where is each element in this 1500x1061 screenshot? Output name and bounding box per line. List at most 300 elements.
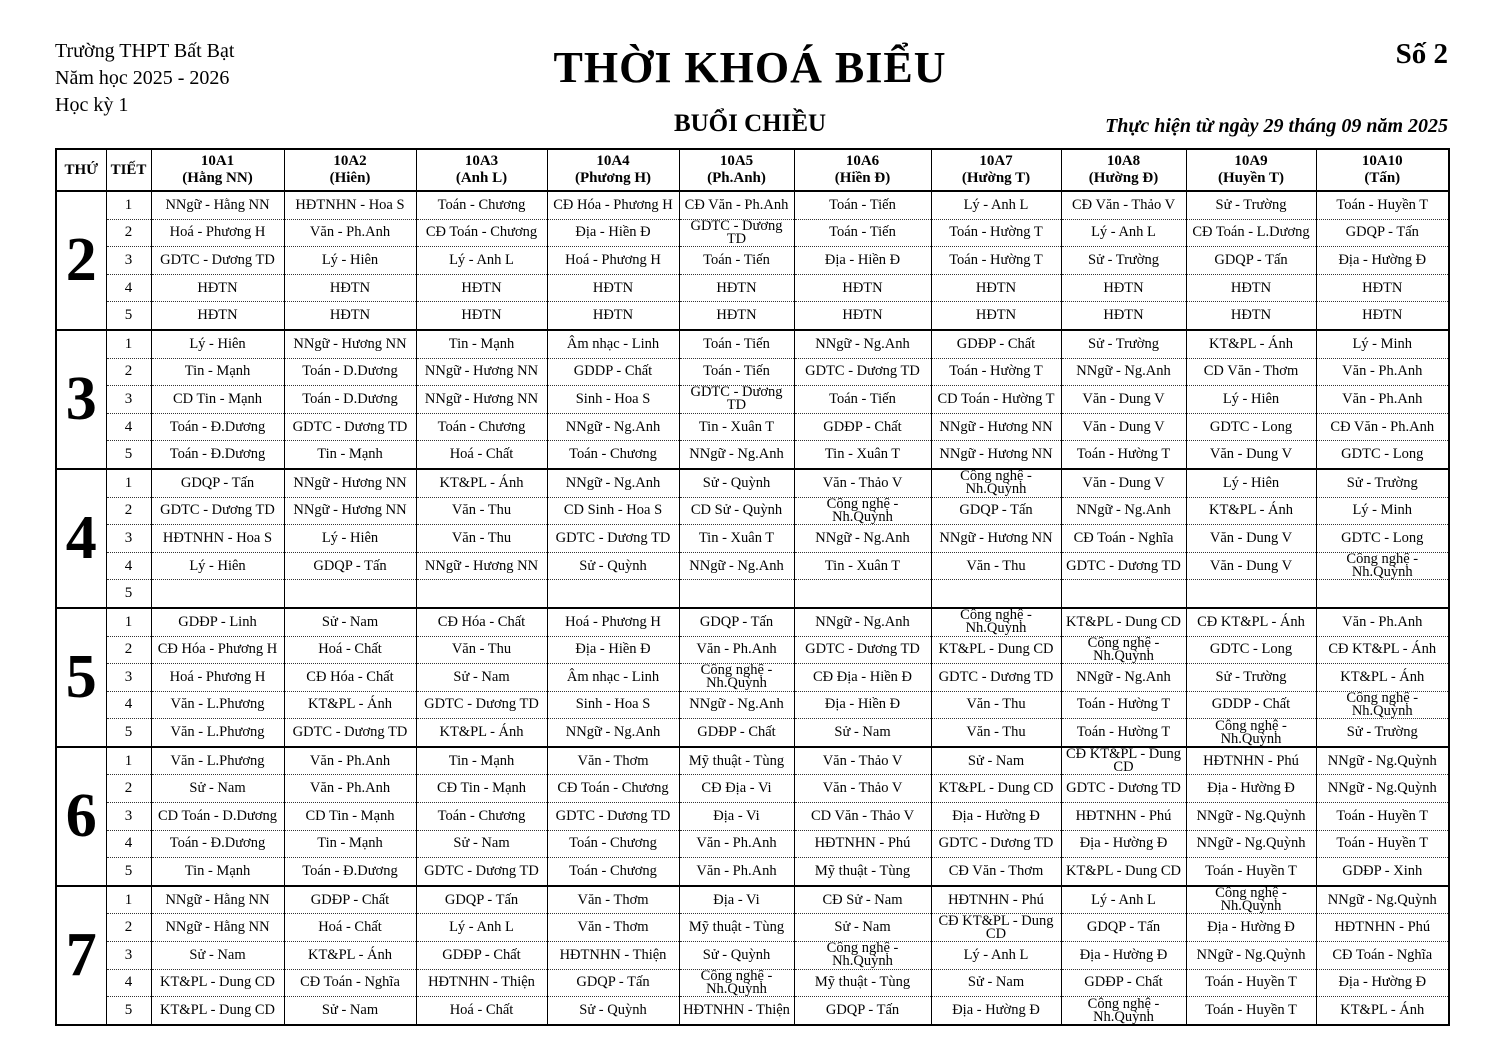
subject-cell-10A5-day6-p5: Văn - Ph.Anh bbox=[679, 858, 794, 886]
subject-cell-10A1-day6-p2: Sử - Nam bbox=[151, 775, 284, 803]
subject-cell-10A3-day2-p3: Lý - Anh L bbox=[416, 247, 547, 275]
subject-cell-10A2-day4-p1: NNgữ - Hương NN bbox=[284, 469, 416, 497]
subject-cell-10A7-day2-p3: Toán - Hường T bbox=[931, 247, 1061, 275]
subject-cell-10A10-day4-p1: Sử - Trường bbox=[1316, 469, 1449, 497]
subject-cell-10A6-day3-p1: NNgữ - Ng.Anh bbox=[794, 330, 931, 358]
subject-cell-10A3-day3-p2: NNgữ - Hương NN bbox=[416, 358, 547, 386]
subject-cell-10A6-day3-p3: Toán - Tiến bbox=[794, 386, 931, 414]
class-header-10A7: 10A7 (Hường T) bbox=[931, 149, 1061, 191]
period-number: 3 bbox=[106, 386, 151, 414]
subject-cell-10A2-day3-p3: Toán - D.Dương bbox=[284, 386, 416, 414]
subject-cell-10A5-day5-p4: NNgữ - Ng.Anh bbox=[679, 691, 794, 719]
subject-cell-10A4-day4-p4: Sử - Quỳnh bbox=[547, 552, 679, 580]
subject-cell-10A1-day2-p5: HĐTN bbox=[151, 302, 284, 330]
class-header-10A10: 10A10 (Tấn) bbox=[1316, 149, 1449, 191]
subject-cell-10A3-day4-p3: Văn - Thu bbox=[416, 525, 547, 553]
timetable-row-day5-p2 bbox=[56, 636, 1449, 664]
timetable-body bbox=[56, 191, 1449, 1025]
subject-cell-10A2-day7-p3: KT&PL - Ánh bbox=[284, 942, 416, 970]
subject-cell-10A10-day6-p3: Toán - Huyền T bbox=[1316, 803, 1449, 831]
subject-cell-10A7-day5-p4: Văn - Thu bbox=[931, 691, 1061, 719]
subject-cell-10A10-day4-p3: GDTC - Long bbox=[1316, 525, 1449, 553]
subject-cell-10A2-day7-p4: CĐ Toán - Nghĩa bbox=[284, 969, 416, 997]
subject-cell-10A4-day5-p4: Sinh - Hoa S bbox=[547, 691, 679, 719]
subject-cell-10A9-day5-p4: GDDP - Chất bbox=[1186, 691, 1316, 719]
subject-cell-10A10-day2-p5: HĐTN bbox=[1316, 302, 1449, 330]
subject-cell-10A9-day7-p4: Toán - Huyền T bbox=[1186, 969, 1316, 997]
subject-cell-10A5-day3-p1: Toán - Tiến bbox=[679, 330, 794, 358]
subject-cell-10A5-day5-p5: GDĐP - Chất bbox=[679, 719, 794, 747]
subject-cell-10A3-day2-p5: HĐTN bbox=[416, 302, 547, 330]
subject-cell-10A6-day2-p4: HĐTN bbox=[794, 274, 931, 302]
subject-cell-10A5-day3-p2: Toán - Tiến bbox=[679, 358, 794, 386]
day-number-4: 4 bbox=[56, 469, 106, 608]
period-number: 5 bbox=[106, 858, 151, 886]
subject-cell-10A6-day2-p5: HĐTN bbox=[794, 302, 931, 330]
subject-cell-10A8-day6-p3: HĐTNHN - Phú bbox=[1061, 803, 1186, 831]
subject-cell-10A4-day7-p4: GDQP - Tấn bbox=[547, 969, 679, 997]
subject-cell-10A5-day7-p1: Địa - Vi bbox=[679, 886, 794, 914]
subject-cell-10A3-day6-p1: Tin - Mạnh bbox=[416, 747, 547, 775]
subject-cell-10A2-day6-p4: Tin - Mạnh bbox=[284, 830, 416, 858]
subject-cell-10A8-day4-p2: NNgữ - Ng.Anh bbox=[1061, 497, 1186, 525]
subject-cell-10A9-day3-p3: Lý - Hiên bbox=[1186, 386, 1316, 414]
subject-cell-10A7-day3-p1: GDĐP - Chất bbox=[931, 330, 1061, 358]
timetable-row-day2-p3 bbox=[56, 247, 1449, 275]
class-header-10A8: 10A8 (Hường Đ) bbox=[1061, 149, 1186, 191]
subject-cell-10A1-day5-p5: Văn - L.Phương bbox=[151, 719, 284, 747]
subject-cell-10A7-day5-p2: KT&PL - Dung CD bbox=[931, 636, 1061, 664]
subject-cell-10A6-day5-p2: GDTC - Dương TD bbox=[794, 636, 931, 664]
subject-cell-10A8-day7-p5: Công nghệ - Nh.Quỳnh bbox=[1061, 997, 1186, 1025]
day-number-6: 6 bbox=[56, 747, 106, 886]
subject-cell-10A3-day3-p4: Toán - Chương bbox=[416, 413, 547, 441]
table-header-row bbox=[56, 149, 1449, 191]
subject-cell-10A9-day5-p5: Công nghệ - Nh.Quỳnh bbox=[1186, 719, 1316, 747]
subject-cell-10A5-day2-p3: Toán - Tiến bbox=[679, 247, 794, 275]
class-header-10A1: 10A1 (Hằng NN) bbox=[151, 149, 284, 191]
period-number: 3 bbox=[106, 664, 151, 692]
subject-cell-10A5-day3-p4: Tin - Xuân T bbox=[679, 413, 794, 441]
subject-cell-10A10-day3-p3: Văn - Ph.Anh bbox=[1316, 386, 1449, 414]
subject-cell-10A3-day3-p1: Tin - Mạnh bbox=[416, 330, 547, 358]
subject-cell-10A6-day5-p3: CĐ Địa - Hiền Đ bbox=[794, 664, 931, 692]
subject-cell-10A5-day4-p4: NNgữ - Ng.Anh bbox=[679, 552, 794, 580]
subject-cell-10A7-day2-p4: HĐTN bbox=[931, 274, 1061, 302]
subject-cell-10A10-day3-p4: CĐ Văn - Ph.Anh bbox=[1316, 413, 1449, 441]
subject-cell-10A1-day5-p2: CĐ Hóa - Phương H bbox=[151, 636, 284, 664]
subject-cell-10A7-day7-p5: Địa - Hường Đ bbox=[931, 997, 1061, 1025]
class-header-10A2: 10A2 (Hiên) bbox=[284, 149, 416, 191]
subject-cell-10A9-day3-p5: Văn - Dung V bbox=[1186, 441, 1316, 469]
subject-cell-10A6-day6-p3: CD Văn - Thảo V bbox=[794, 803, 931, 831]
day-number-2: 2 bbox=[56, 191, 106, 330]
subject-cell-10A7-day6-p5: CĐ Văn - Thơm bbox=[931, 858, 1061, 886]
subject-cell-10A3-day7-p4: HĐTNHN - Thiện bbox=[416, 969, 547, 997]
subject-cell-10A2-day4-p4: GDQP - Tấn bbox=[284, 552, 416, 580]
timetable-row-day4-p4 bbox=[56, 552, 1449, 580]
subject-cell-10A1-day4-p1: GDQP - Tấn bbox=[151, 469, 284, 497]
school-year: Năm học 2025 - 2026 bbox=[55, 67, 230, 89]
subject-cell-10A2-day3-p1: NNgữ - Hương NN bbox=[284, 330, 416, 358]
subject-cell-10A5-day6-p3: Địa - Vi bbox=[679, 803, 794, 831]
subject-cell-10A5-day2-p2: GDTC - Dương TD bbox=[679, 219, 794, 247]
timetable-row-day6-p5 bbox=[56, 858, 1449, 886]
subject-cell-10A6-day6-p4: HĐTNHN - Phú bbox=[794, 830, 931, 858]
period-column-header: TIẾT bbox=[106, 149, 151, 191]
period-number: 1 bbox=[106, 886, 151, 914]
subject-cell-10A2-day7-p1: GDĐP - Chất bbox=[284, 886, 416, 914]
subject-cell-10A8-day3-p3: Văn - Dung V bbox=[1061, 386, 1186, 414]
subject-cell-10A8-day7-p4: GDĐP - Chất bbox=[1061, 969, 1186, 997]
subject-cell-10A4-day6-p3: GDTC - Dương TD bbox=[547, 803, 679, 831]
subject-cell-10A10-day5-p3: KT&PL - Ánh bbox=[1316, 664, 1449, 692]
subject-cell-10A6-day4-p2: Công nghệ - Nh.Quỳnh bbox=[794, 497, 931, 525]
subject-cell-10A4-day3-p4: NNgữ - Ng.Anh bbox=[547, 413, 679, 441]
subject-cell-10A4-day6-p1: Văn - Thơm bbox=[547, 747, 679, 775]
timetable-row-day2-p1 bbox=[56, 191, 1449, 219]
subject-cell-10A8-day3-p4: Văn - Dung V bbox=[1061, 413, 1186, 441]
subject-cell-10A2-day4-p2: NNgữ - Hương NN bbox=[284, 497, 416, 525]
subject-cell-10A8-day3-p5: Toán - Hường T bbox=[1061, 441, 1186, 469]
subject-cell-10A4-day6-p4: Toán - Chương bbox=[547, 830, 679, 858]
subject-cell-10A8-day4-p4: GDTC - Dương TD bbox=[1061, 552, 1186, 580]
subject-cell-10A1-day6-p4: Toán - Đ.Dương bbox=[151, 830, 284, 858]
period-number: 2 bbox=[106, 636, 151, 664]
subject-cell-10A7-day4-p4: Văn - Thu bbox=[931, 552, 1061, 580]
subject-cell-10A4-day7-p5: Sử - Quỳnh bbox=[547, 997, 679, 1025]
period-number: 5 bbox=[106, 719, 151, 747]
subject-cell-10A3-day7-p2: Lý - Anh L bbox=[416, 914, 547, 942]
subject-cell-10A10-day4-p5 bbox=[1316, 580, 1449, 608]
subject-cell-10A4-day2-p4: HĐTN bbox=[547, 274, 679, 302]
subject-cell-10A5-day5-p1: GDQP - Tấn bbox=[679, 608, 794, 636]
subject-cell-10A10-day3-p1: Lý - Minh bbox=[1316, 330, 1449, 358]
period-number: 4 bbox=[106, 969, 151, 997]
subject-cell-10A1-day2-p3: GDTC - Dương TD bbox=[151, 247, 284, 275]
subject-cell-10A1-day5-p1: GDĐP - Linh bbox=[151, 608, 284, 636]
timetable-row-day2-p4 bbox=[56, 274, 1449, 302]
subject-cell-10A3-day5-p1: CĐ Hóa - Chất bbox=[416, 608, 547, 636]
subject-cell-10A7-day7-p1: HĐTNHN - Phú bbox=[931, 886, 1061, 914]
timetable-row-day4-p1 bbox=[56, 469, 1449, 497]
subject-cell-10A1-day2-p4: HĐTN bbox=[151, 274, 284, 302]
subject-cell-10A6-day7-p2: Sử - Nam bbox=[794, 914, 931, 942]
subject-cell-10A7-day7-p2: CĐ KT&PL - Dung CD bbox=[931, 914, 1061, 942]
subject-cell-10A9-day7-p2: Địa - Hường Đ bbox=[1186, 914, 1316, 942]
subject-cell-10A9-day4-p2: KT&PL - Ánh bbox=[1186, 497, 1316, 525]
subject-cell-10A5-day5-p2: Văn - Ph.Anh bbox=[679, 636, 794, 664]
day-number-7: 7 bbox=[56, 886, 106, 1025]
subject-cell-10A7-day3-p5: NNgữ - Hương NN bbox=[931, 441, 1061, 469]
subject-cell-10A7-day2-p1: Lý - Anh L bbox=[931, 191, 1061, 219]
subject-cell-10A8-day3-p1: Sử - Trường bbox=[1061, 330, 1186, 358]
subject-cell-10A5-day7-p4: Công nghệ - Nh.Quỳnh bbox=[679, 969, 794, 997]
subject-cell-10A7-day2-p5: HĐTN bbox=[931, 302, 1061, 330]
subject-cell-10A5-day3-p5: NNgữ - Ng.Anh bbox=[679, 441, 794, 469]
school-name: Trường THPT Bất Bạt bbox=[55, 40, 235, 62]
subject-cell-10A4-day7-p2: Văn - Thơm bbox=[547, 914, 679, 942]
subject-cell-10A3-day2-p1: Toán - Chương bbox=[416, 191, 547, 219]
subject-cell-10A1-day7-p4: KT&PL - Dung CD bbox=[151, 969, 284, 997]
subject-cell-10A5-day2-p1: CĐ Văn - Ph.Anh bbox=[679, 191, 794, 219]
subject-cell-10A2-day7-p2: Hoá - Chất bbox=[284, 914, 416, 942]
subject-cell-10A8-day6-p2: GDTC - Dương TD bbox=[1061, 775, 1186, 803]
subject-cell-10A6-day2-p1: Toán - Tiến bbox=[794, 191, 931, 219]
subject-cell-10A8-day6-p4: Địa - Hường Đ bbox=[1061, 830, 1186, 858]
subject-cell-10A4-day3-p2: GDDP - Chất bbox=[547, 358, 679, 386]
subject-cell-10A9-day3-p2: CD Văn - Thơm bbox=[1186, 358, 1316, 386]
subject-cell-10A7-day4-p1: Công nghệ - Nh.Quỳnh bbox=[931, 469, 1061, 497]
timetable-row-day5-p4 bbox=[56, 691, 1449, 719]
subject-cell-10A3-day7-p3: GDĐP - Chất bbox=[416, 942, 547, 970]
subject-cell-10A2-day5-p1: Sử - Nam bbox=[284, 608, 416, 636]
subject-cell-10A6-day6-p1: Văn - Thảo V bbox=[794, 747, 931, 775]
subject-cell-10A9-day7-p1: Công nghệ - Nh.Quỳnh bbox=[1186, 886, 1316, 914]
subject-cell-10A3-day5-p5: KT&PL - Ánh bbox=[416, 719, 547, 747]
subject-cell-10A1-day7-p5: KT&PL - Dung CD bbox=[151, 997, 284, 1025]
subject-cell-10A1-day6-p3: CD Toán - D.Dương bbox=[151, 803, 284, 831]
subject-cell-10A6-day2-p2: Toán - Tiến bbox=[794, 219, 931, 247]
subject-cell-10A9-day2-p2: CĐ Toán - L.Dương bbox=[1186, 219, 1316, 247]
subject-cell-10A6-day3-p4: GDĐP - Chất bbox=[794, 413, 931, 441]
subject-cell-10A10-day6-p1: NNgữ - Ng.Quỳnh bbox=[1316, 747, 1449, 775]
subject-cell-10A3-day3-p3: NNgữ - Hương NN bbox=[416, 386, 547, 414]
subject-cell-10A9-day5-p3: Sử - Trường bbox=[1186, 664, 1316, 692]
subject-cell-10A6-day3-p5: Tin - Xuân T bbox=[794, 441, 931, 469]
subject-cell-10A3-day3-p5: Hoá - Chất bbox=[416, 441, 547, 469]
subject-cell-10A4-day2-p2: Địa - Hiền Đ bbox=[547, 219, 679, 247]
subject-cell-10A3-day7-p1: GDQP - Tấn bbox=[416, 886, 547, 914]
subject-cell-10A10-day7-p1: NNgữ - Ng.Quỳnh bbox=[1316, 886, 1449, 914]
subject-cell-10A4-day3-p3: Sinh - Hoa S bbox=[547, 386, 679, 414]
subject-cell-10A1-day5-p4: Văn - L.Phương bbox=[151, 691, 284, 719]
subject-cell-10A6-day5-p1: NNgữ - Ng.Anh bbox=[794, 608, 931, 636]
subject-cell-10A9-day4-p4: Văn - Dung V bbox=[1186, 552, 1316, 580]
page-title: THỜI KHOÁ BIỂU bbox=[553, 43, 947, 92]
subject-cell-10A1-day2-p1: NNgữ - Hằng NN bbox=[151, 191, 284, 219]
subject-cell-10A8-day2-p3: Sử - Trường bbox=[1061, 247, 1186, 275]
subject-cell-10A1-day7-p3: Sử - Nam bbox=[151, 942, 284, 970]
subject-cell-10A8-day7-p2: GDQP - Tấn bbox=[1061, 914, 1186, 942]
subject-cell-10A10-day3-p2: Văn - Ph.Anh bbox=[1316, 358, 1449, 386]
subject-cell-10A6-day2-p3: Địa - Hiền Đ bbox=[794, 247, 931, 275]
subject-cell-10A1-day7-p1: NNgữ - Hằng NN bbox=[151, 886, 284, 914]
period-number: 1 bbox=[106, 747, 151, 775]
period-number: 5 bbox=[106, 580, 151, 608]
period-number: 1 bbox=[106, 608, 151, 636]
timetable-row-day5-p1 bbox=[56, 608, 1449, 636]
period-number: 4 bbox=[106, 830, 151, 858]
timetable-row-day7-p1 bbox=[56, 886, 1449, 914]
subject-cell-10A4-day2-p5: HĐTN bbox=[547, 302, 679, 330]
timetable-row-day5-p5 bbox=[56, 719, 1449, 747]
subject-cell-10A4-day4-p1: NNgữ - Ng.Anh bbox=[547, 469, 679, 497]
subject-cell-10A2-day3-p4: GDTC - Dương TD bbox=[284, 413, 416, 441]
subject-cell-10A8-day5-p4: Toán - Hường T bbox=[1061, 691, 1186, 719]
subject-cell-10A2-day6-p3: CD Tin - Mạnh bbox=[284, 803, 416, 831]
subject-cell-10A7-day6-p1: Sử - Nam bbox=[931, 747, 1061, 775]
day-number-5: 5 bbox=[56, 608, 106, 747]
period-number: 4 bbox=[106, 552, 151, 580]
period-number: 2 bbox=[106, 775, 151, 803]
period-number: 4 bbox=[106, 691, 151, 719]
subject-cell-10A10-day4-p2: Lý - Minh bbox=[1316, 497, 1449, 525]
subject-cell-10A5-day5-p3: Công nghệ - Nh.Quỳnh bbox=[679, 664, 794, 692]
subject-cell-10A5-day7-p5: HĐTNHN - Thiện bbox=[679, 997, 794, 1025]
subject-cell-10A10-day2-p1: Toán - Huyền T bbox=[1316, 191, 1449, 219]
subject-cell-10A4-day5-p5: NNgữ - Ng.Anh bbox=[547, 719, 679, 747]
session-subtitle: BUỔI CHIỀU bbox=[673, 110, 827, 137]
subject-cell-10A2-day6-p1: Văn - Ph.Anh bbox=[284, 747, 416, 775]
subject-cell-10A5-day7-p3: Sử - Quỳnh bbox=[679, 942, 794, 970]
subject-cell-10A3-day5-p3: Sử - Nam bbox=[416, 664, 547, 692]
subject-cell-10A1-day3-p2: Tin - Mạnh bbox=[151, 358, 284, 386]
subject-cell-10A3-day2-p2: CĐ Toán - Chương bbox=[416, 219, 547, 247]
timetable-row-day6-p4 bbox=[56, 830, 1449, 858]
subject-cell-10A9-day4-p5 bbox=[1186, 580, 1316, 608]
subject-cell-10A3-day6-p5: GDTC - Dương TD bbox=[416, 858, 547, 886]
subject-cell-10A5-day6-p2: CĐ Địa - Vi bbox=[679, 775, 794, 803]
subject-cell-10A6-day5-p5: Sử - Nam bbox=[794, 719, 931, 747]
subject-cell-10A10-day6-p2: NNgữ - Ng.Quỳnh bbox=[1316, 775, 1449, 803]
subject-cell-10A1-day6-p5: Tin - Mạnh bbox=[151, 858, 284, 886]
subject-cell-10A3-day4-p4: NNgữ - Hương NN bbox=[416, 552, 547, 580]
subject-cell-10A10-day2-p2: GDQP - Tấn bbox=[1316, 219, 1449, 247]
subject-cell-10A10-day5-p5: Sử - Trường bbox=[1316, 719, 1449, 747]
subject-cell-10A10-day2-p3: Địa - Hường Đ bbox=[1316, 247, 1449, 275]
subject-cell-10A6-day7-p5: GDQP - Tấn bbox=[794, 997, 931, 1025]
timetable-row-day6-p2 bbox=[56, 775, 1449, 803]
period-number: 1 bbox=[106, 469, 151, 497]
effective-date-note: Thực hiện từ ngày 29 tháng 09 năm 2025 bbox=[1105, 115, 1448, 137]
subject-cell-10A4-day7-p1: Văn - Thơm bbox=[547, 886, 679, 914]
subject-cell-10A8-day2-p4: HĐTN bbox=[1061, 274, 1186, 302]
subject-cell-10A1-day3-p5: Toán - Đ.Dương bbox=[151, 441, 284, 469]
subject-cell-10A1-day4-p2: GDTC - Dương TD bbox=[151, 497, 284, 525]
subject-cell-10A1-day2-p2: Hoá - Phương H bbox=[151, 219, 284, 247]
timetable-row-day6-p3 bbox=[56, 803, 1449, 831]
subject-cell-10A2-day6-p2: Văn - Ph.Anh bbox=[284, 775, 416, 803]
timetable-table bbox=[55, 148, 1450, 1026]
period-number: 3 bbox=[106, 247, 151, 275]
subject-cell-10A6-day4-p3: NNgữ - Ng.Anh bbox=[794, 525, 931, 553]
subject-cell-10A6-day4-p4: Tin - Xuân T bbox=[794, 552, 931, 580]
subject-cell-10A10-day7-p3: CĐ Toán - Nghĩa bbox=[1316, 942, 1449, 970]
subject-cell-10A9-day6-p1: HĐTNHN - Phú bbox=[1186, 747, 1316, 775]
class-header-10A3: 10A3 (Anh L) bbox=[416, 149, 547, 191]
subject-cell-10A7-day4-p2: GDQP - Tấn bbox=[931, 497, 1061, 525]
subject-cell-10A9-day4-p3: Văn - Dung V bbox=[1186, 525, 1316, 553]
subject-cell-10A6-day7-p4: Mỹ thuật - Tùng bbox=[794, 969, 931, 997]
subject-cell-10A2-day5-p5: GDTC - Dương TD bbox=[284, 719, 416, 747]
subject-cell-10A10-day2-p4: HĐTN bbox=[1316, 274, 1449, 302]
timetable-row-day7-p2 bbox=[56, 914, 1449, 942]
timetable-row-day3-p1 bbox=[56, 330, 1449, 358]
subject-cell-10A10-day6-p4: Toán - Huyền T bbox=[1316, 830, 1449, 858]
subject-cell-10A1-day3-p4: Toán - Đ.Dương bbox=[151, 413, 284, 441]
subject-cell-10A9-day6-p2: Địa - Hường Đ bbox=[1186, 775, 1316, 803]
subject-cell-10A7-day7-p3: Lý - Anh L bbox=[931, 942, 1061, 970]
period-number: 3 bbox=[106, 803, 151, 831]
subject-cell-10A8-day5-p2: Công nghệ - Nh.Quỳnh bbox=[1061, 636, 1186, 664]
subject-cell-10A8-day2-p2: Lý - Anh L bbox=[1061, 219, 1186, 247]
subject-cell-10A4-day4-p2: CD Sinh - Hoa S bbox=[547, 497, 679, 525]
semester: Học kỳ 1 bbox=[55, 94, 129, 116]
subject-cell-10A5-day6-p1: Mỹ thuật - Tùng bbox=[679, 747, 794, 775]
subject-cell-10A1-day4-p3: HĐTNHN - Hoa S bbox=[151, 525, 284, 553]
subject-cell-10A6-day6-p2: Văn - Thảo V bbox=[794, 775, 931, 803]
subject-cell-10A2-day6-p5: Toán - Đ.Dương bbox=[284, 858, 416, 886]
timetable-row-day4-p3 bbox=[56, 525, 1449, 553]
subject-cell-10A4-day4-p3: GDTC - Dương TD bbox=[547, 525, 679, 553]
subject-cell-10A10-day5-p4: Công nghệ - Nh.Quỳnh bbox=[1316, 691, 1449, 719]
subject-cell-10A3-day7-p5: Hoá - Chất bbox=[416, 997, 547, 1025]
timetable-row-day5-p3 bbox=[56, 664, 1449, 692]
subject-cell-10A2-day2-p5: HĐTN bbox=[284, 302, 416, 330]
period-number: 5 bbox=[106, 441, 151, 469]
subject-cell-10A2-day5-p2: Hoá - Chất bbox=[284, 636, 416, 664]
subject-cell-10A1-day6-p1: Văn - L.Phương bbox=[151, 747, 284, 775]
timetable-row-day3-p4 bbox=[56, 413, 1449, 441]
subject-cell-10A8-day5-p3: NNgữ - Ng.Anh bbox=[1061, 664, 1186, 692]
subject-cell-10A2-day3-p5: Tin - Mạnh bbox=[284, 441, 416, 469]
subject-cell-10A10-day4-p4: Công nghệ - Nh.Quỳnh bbox=[1316, 552, 1449, 580]
subject-cell-10A9-day7-p5: Toán - Huyền T bbox=[1186, 997, 1316, 1025]
period-number: 2 bbox=[106, 219, 151, 247]
subject-cell-10A5-day3-p3: GDTC - Dương TD bbox=[679, 386, 794, 414]
subject-cell-10A6-day6-p5: Mỹ thuật - Tùng bbox=[794, 858, 931, 886]
subject-cell-10A2-day7-p5: Sử - Nam bbox=[284, 997, 416, 1025]
subject-cell-10A7-day4-p3: NNgữ - Hương NN bbox=[931, 525, 1061, 553]
subject-cell-10A8-day5-p5: Toán - Hường T bbox=[1061, 719, 1186, 747]
subject-cell-10A3-day6-p3: Toán - Chương bbox=[416, 803, 547, 831]
subject-cell-10A4-day5-p1: Hoá - Phương H bbox=[547, 608, 679, 636]
class-header-10A5: 10A5 (Ph.Anh) bbox=[679, 149, 794, 191]
period-number: 4 bbox=[106, 274, 151, 302]
subject-cell-10A10-day5-p2: CĐ KT&PL - Ánh bbox=[1316, 636, 1449, 664]
subject-cell-10A6-day5-p4: Địa - Hiền Đ bbox=[794, 691, 931, 719]
subject-cell-10A5-day2-p5: HĐTN bbox=[679, 302, 794, 330]
subject-cell-10A8-day4-p3: CĐ Toán - Nghĩa bbox=[1061, 525, 1186, 553]
subject-cell-10A5-day6-p4: Văn - Ph.Anh bbox=[679, 830, 794, 858]
subject-cell-10A9-day2-p3: GDQP - Tấn bbox=[1186, 247, 1316, 275]
subject-cell-10A4-day5-p3: Âm nhạc - Linh bbox=[547, 664, 679, 692]
timetable-row-day3-p5 bbox=[56, 441, 1449, 469]
subject-cell-10A9-day5-p2: GDTC - Long bbox=[1186, 636, 1316, 664]
subject-cell-10A4-day2-p1: CĐ Hóa - Phương H bbox=[547, 191, 679, 219]
timetable-row-day3-p3 bbox=[56, 386, 1449, 414]
subject-cell-10A3-day5-p4: GDTC - Dương TD bbox=[416, 691, 547, 719]
subject-cell-10A8-day7-p3: Địa - Hường Đ bbox=[1061, 942, 1186, 970]
timetable-row-day2-p5 bbox=[56, 302, 1449, 330]
subject-cell-10A9-day6-p4: NNgữ - Ng.Quỳnh bbox=[1186, 830, 1316, 858]
subject-cell-10A7-day7-p4: Sử - Nam bbox=[931, 969, 1061, 997]
period-number: 2 bbox=[106, 497, 151, 525]
subject-cell-10A2-day5-p4: KT&PL - Ánh bbox=[284, 691, 416, 719]
subject-cell-10A1-day5-p3: Hoá - Phương H bbox=[151, 664, 284, 692]
subject-cell-10A7-day6-p3: Địa - Hường Đ bbox=[931, 803, 1061, 831]
sheet-number: Số 2 bbox=[1395, 38, 1448, 70]
subject-cell-10A4-day6-p5: Toán - Chương bbox=[547, 858, 679, 886]
subject-cell-10A7-day3-p4: NNgữ - Hương NN bbox=[931, 413, 1061, 441]
subject-cell-10A6-day7-p3: Công nghệ - Nh.Quỳnh bbox=[794, 942, 931, 970]
subject-cell-10A10-day6-p5: GDĐP - Xinh bbox=[1316, 858, 1449, 886]
timetable-row-day4-p2 bbox=[56, 497, 1449, 525]
subject-cell-10A5-day4-p2: CD Sử - Quỳnh bbox=[679, 497, 794, 525]
subject-cell-10A8-day2-p5: HĐTN bbox=[1061, 302, 1186, 330]
subject-cell-10A9-day6-p3: NNgữ - Ng.Quỳnh bbox=[1186, 803, 1316, 831]
